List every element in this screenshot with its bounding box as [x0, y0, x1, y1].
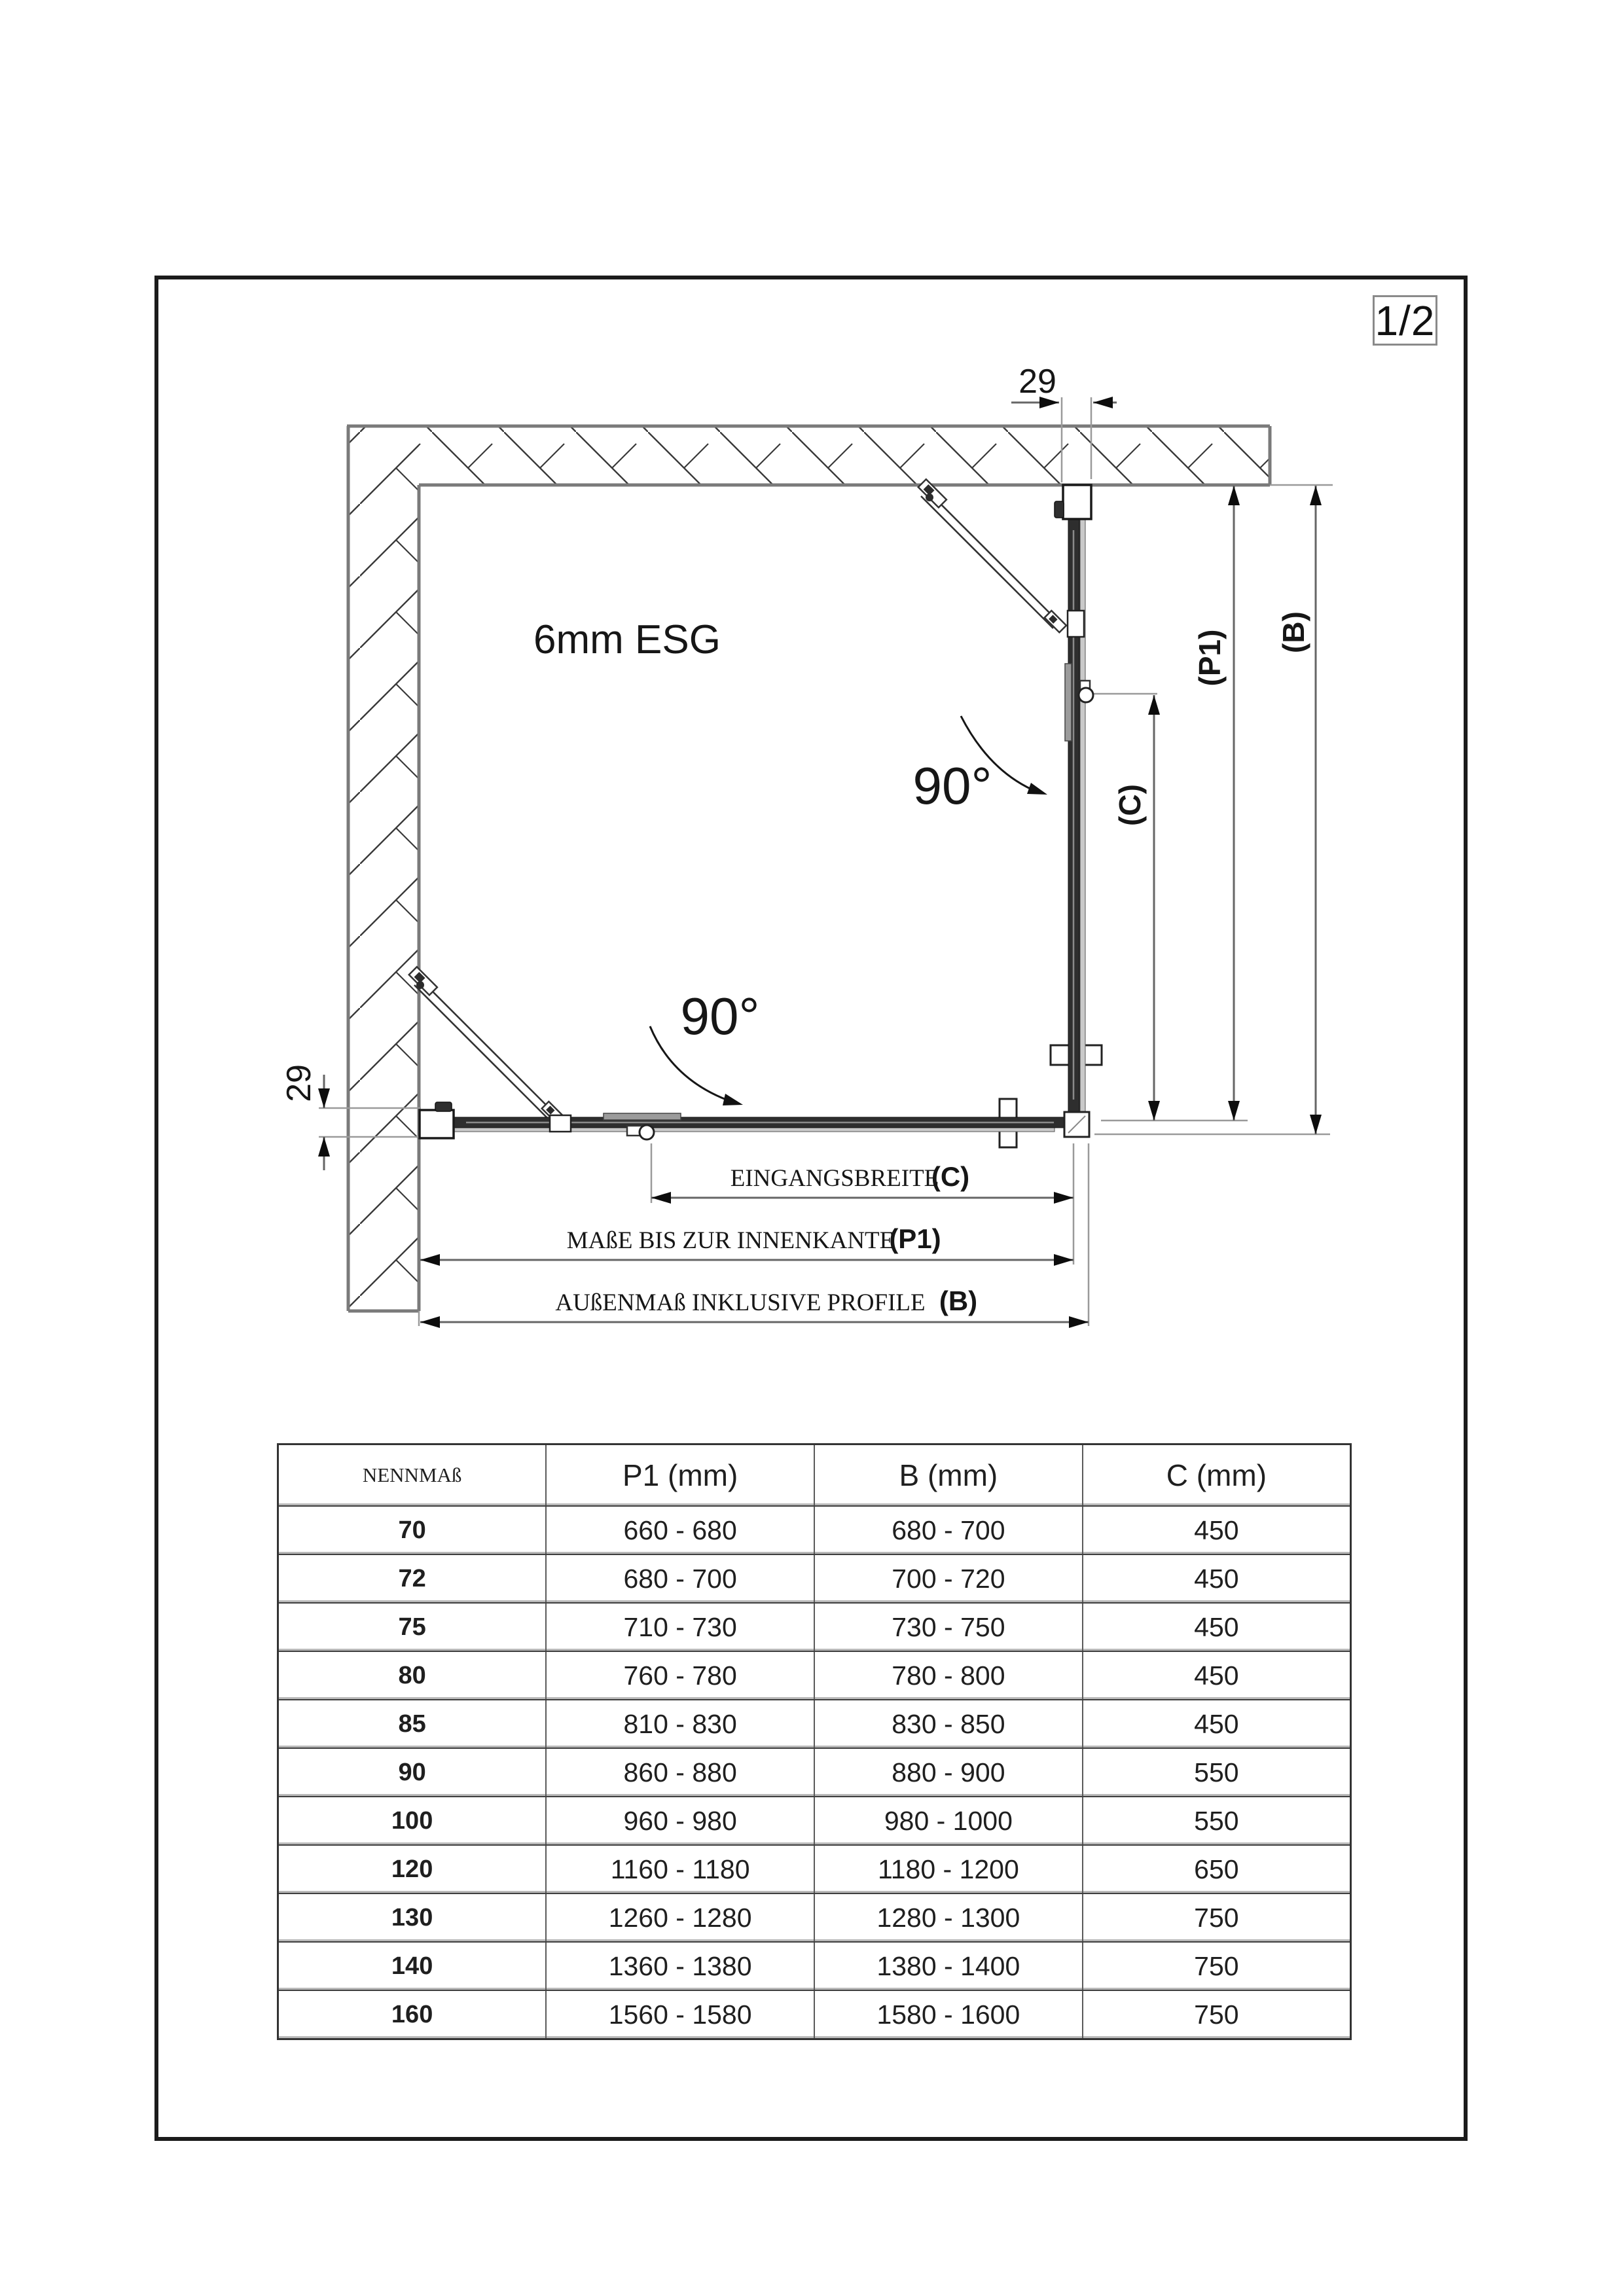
page-number-label: 1/2 — [1375, 296, 1435, 344]
door-right-hinge-collar — [1068, 611, 1084, 637]
cell-nominal: 75 — [278, 1603, 547, 1651]
angle-label-right: 90° — [912, 757, 992, 815]
cell-nominal: 100 — [278, 1797, 547, 1845]
glass-type-label: 6mm ESG — [533, 617, 721, 662]
cell-p1: 710 - 730 — [546, 1603, 814, 1651]
offset-dim-left-label: 29 — [280, 1064, 318, 1102]
pivot-hinge-bottom-bar — [604, 1113, 681, 1120]
top-wall-hatch — [419, 426, 1270, 485]
cell-c: 750 — [1083, 1990, 1351, 2039]
entry-width-label: EINGANGSBREITE — [730, 1165, 939, 1192]
cell-nominal: 120 — [278, 1845, 547, 1893]
outer-size-label: AUßENMAß INKLUSIVE PROFILE — [555, 1289, 926, 1316]
cell-p1: 1360 - 1380 — [546, 1942, 814, 1990]
door-right-pivot-dot — [926, 493, 933, 501]
header-c: C (mm) — [1083, 1444, 1351, 1507]
table-row — [278, 1651, 1351, 1700]
cell-nominal: 85 — [278, 1700, 547, 1748]
table-row — [278, 1554, 1351, 1603]
inner-edge-label: MAßE BIS ZUR INNENKANTE — [566, 1227, 895, 1254]
dim-axis-p1-label: (P1) — [1193, 629, 1227, 687]
pivot-hinge-right-bar — [1065, 664, 1072, 741]
left-wall-hatch — [348, 426, 419, 1311]
outer-size-code: (B) — [939, 1285, 978, 1316]
cell-nominal: 90 — [278, 1748, 547, 1797]
cell-p1: 1160 - 1180 — [546, 1845, 814, 1893]
wall-profile-right — [1063, 485, 1091, 519]
cell-c: 450 — [1083, 1651, 1351, 1700]
cell-c: 550 — [1083, 1748, 1351, 1797]
cell-c: 450 — [1083, 1700, 1351, 1748]
cell-b: 1280 - 1300 — [814, 1893, 1083, 1942]
table-row — [278, 1748, 1351, 1797]
cell-nominal: 130 — [278, 1893, 547, 1942]
cell-p1: 860 - 880 — [546, 1748, 814, 1797]
cell-c: 750 — [1083, 1893, 1351, 1942]
cell-c: 650 — [1083, 1845, 1351, 1893]
table-row — [278, 1700, 1351, 1748]
cell-p1: 760 - 780 — [546, 1651, 814, 1700]
cell-p1: 960 - 980 — [546, 1797, 814, 1845]
cell-b: 980 - 1000 — [814, 1797, 1083, 1845]
cell-p1: 660 - 680 — [546, 1506, 814, 1554]
cell-p1: 810 - 830 — [546, 1700, 814, 1748]
angle-label-bottom: 90° — [680, 987, 760, 1045]
cell-b: 830 - 850 — [814, 1700, 1083, 1748]
cell-b: 880 - 900 — [814, 1748, 1083, 1797]
table-row — [278, 1990, 1351, 2039]
door-right-open — [918, 479, 1066, 632]
cell-c: 450 — [1083, 1603, 1351, 1651]
table-row — [278, 1603, 1351, 1651]
table-header-row — [278, 1444, 1351, 1507]
entry-width-code: (C) — [931, 1161, 970, 1192]
inner-edge-code: (P1) — [889, 1223, 941, 1254]
table-row — [278, 1797, 1351, 1845]
cell-b: 1380 - 1400 — [814, 1942, 1083, 1990]
cell-p1: 1260 - 1280 — [546, 1893, 814, 1942]
table-row — [278, 1893, 1351, 1942]
cell-b: 1580 - 1600 — [814, 1990, 1083, 2039]
wall-profile-right-knob — [1055, 501, 1064, 518]
cell-c: 750 — [1083, 1942, 1351, 1990]
cell-nominal: 70 — [278, 1506, 547, 1554]
cell-c: 550 — [1083, 1797, 1351, 1845]
door-bottom-open — [409, 967, 564, 1123]
header-nennmass: NENNMAß — [278, 1444, 547, 1507]
cell-p1: 680 - 700 — [546, 1554, 814, 1603]
cell-b: 1180 - 1200 — [814, 1845, 1083, 1893]
cell-b: 680 - 700 — [814, 1506, 1083, 1554]
table-row — [278, 1942, 1351, 1990]
header-p1: P1 (mm) — [546, 1444, 814, 1507]
wall-profile-bottom — [420, 1110, 454, 1138]
wall-profile-bottom-knob — [435, 1102, 452, 1111]
dim-axis-b-label: (B) — [1276, 611, 1310, 653]
cell-c: 450 — [1083, 1506, 1351, 1554]
cell-nominal: 72 — [278, 1554, 547, 1603]
cell-nominal: 140 — [278, 1942, 547, 1990]
cell-b: 780 - 800 — [814, 1651, 1083, 1700]
door-bottom-hinge-collar — [550, 1115, 571, 1132]
table-row — [278, 1845, 1351, 1893]
offset-dim-top-label: 29 — [1019, 363, 1056, 401]
cell-b: 730 - 750 — [814, 1603, 1083, 1651]
cell-b: 700 - 720 — [814, 1554, 1083, 1603]
table-row — [278, 1506, 1351, 1554]
cell-nominal: 160 — [278, 1990, 547, 2039]
cell-p1: 1560 - 1580 — [546, 1990, 814, 2039]
pivot-hinge-right-knob — [1079, 688, 1093, 702]
pivot-hinge-bottom-knob — [640, 1125, 654, 1139]
header-b: B (mm) — [814, 1444, 1083, 1507]
glass-panel-bottom — [420, 1102, 1066, 1139]
dim-axis-c-label: (C) — [1113, 784, 1147, 826]
cell-c: 450 — [1083, 1554, 1351, 1603]
size-table — [277, 1443, 1352, 2040]
cell-nominal: 80 — [278, 1651, 547, 1700]
glass-panel-right — [1055, 485, 1093, 1113]
door-bottom-pivot-dot — [416, 981, 424, 989]
